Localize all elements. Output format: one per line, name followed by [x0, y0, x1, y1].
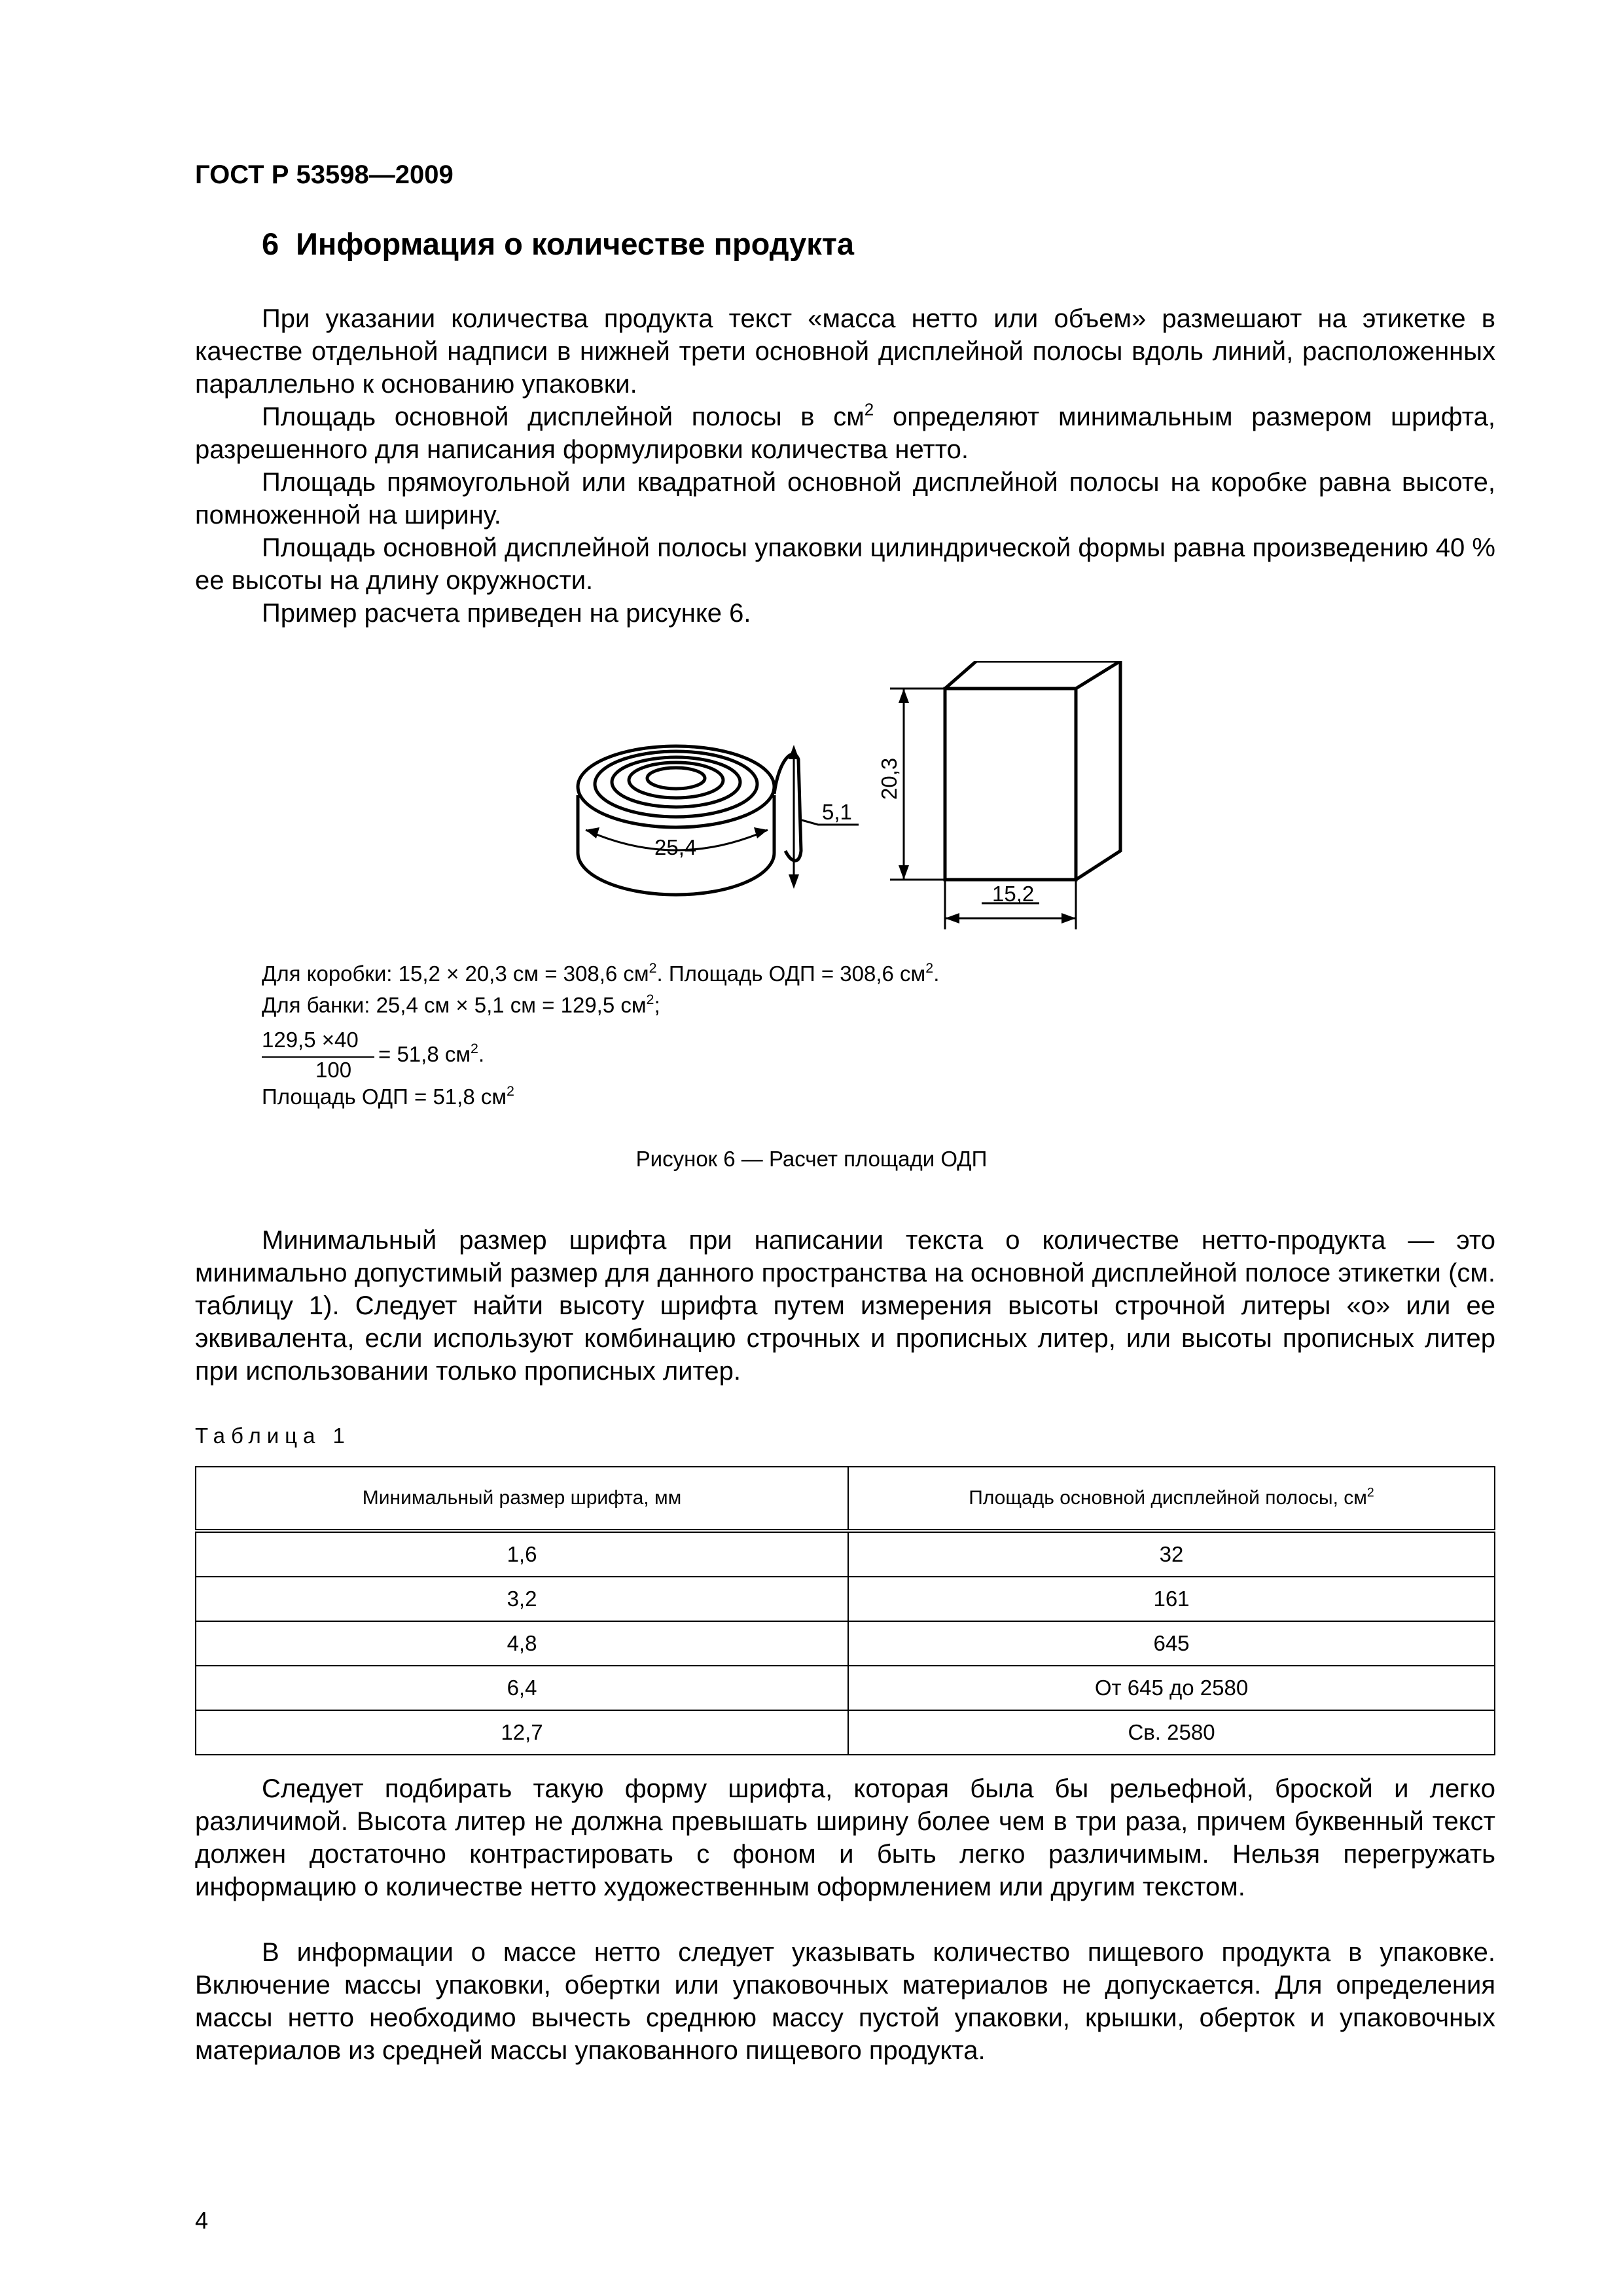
font-size-table [195, 1466, 1495, 1755]
can-drawing [578, 746, 859, 895]
table-cell-font-size: 12,7 [196, 1710, 848, 1755]
table-row [196, 1710, 1495, 1755]
table-cell-area: От 645 до 2580 [848, 1666, 1495, 1710]
paragraph-1: При указании количества продукта текст «масса нетто или объем» размешают на этикетке в качестве отдельной надписи в нижней трети основной дисплейной полосы вдоль линий, расположенных параллельно к основанию упаковки. [195, 304, 1495, 399]
table-row [196, 1621, 1495, 1666]
paragraph-4: Площадь основной дисплейной полосы упаковки цилиндрической формы равна произведению 40 % ее высоты на длину окружности. [195, 533, 1495, 595]
page-number: 4 [195, 2207, 209, 2234]
table-cell-area: 161 [848, 1577, 1495, 1621]
calc-box: Для коробки: 15,2 × 20,3 см = 308,6 $см^2$. Площадь ОДП = 308,6 $см^2$. [262, 960, 940, 986]
fraction-result: = 51,8 $см^2$. [378, 1041, 485, 1066]
table-cell-area: 32 [848, 1531, 1495, 1577]
calc-can: Для банки: 25,4 см × 5,1 см = 129,5 $см^2$; [262, 992, 660, 1017]
can-height-label: 5,1 [822, 800, 852, 824]
figure-can-and-box [0, 661, 1623, 936]
figure-caption: Рисунок 6 — Расчет площади ОДП [635, 1147, 988, 1171]
table-row [196, 1531, 1495, 1577]
table-header-area: Площадь основной дисплейной полосы, $см^2$ [848, 1467, 1495, 1531]
fraction-denominator: 100 [315, 1058, 352, 1082]
table-caption: Таблица 1 [195, 1424, 351, 1448]
document-standard-header: ГОСТ Р 53598—2009 [195, 160, 454, 189]
paragraph-end-1: Следует подбирать такую форму шрифта, которая была бы рельефной, броской и легко различимой. Высота литер не должна превышать ширину более чем в три раза, причем буквенный текст должен достаточно контрастировать с фоном и быть легко различимым. Нельзя перегружать информацию о количестве нетто художественным оформлением или другим текстом. [195, 1774, 1495, 1901]
paragraph-end-2: В информации о массе нетто следует указывать количество пищевого продукта в упаковке. Включение массы упаковки, обертки или упаковочных материалов не допускается. Для определения массы нетто необходимо вычесть среднюю массу пустой упаковки, крышки, оберток и упаковочных материалов из средней массы упакованного пищевого продукта. [195, 1938, 1495, 2065]
paragraph-3: Площадь прямоугольной или квадратной основной дисплейной полосы на коробке равна высоте, помноженной на ширину. [195, 468, 1495, 529]
table-cell-area: 645 [848, 1621, 1495, 1666]
table-cell-font-size: 3,2 [196, 1577, 848, 1621]
table-row [196, 1666, 1495, 1710]
fraction-numerator: 129,5 ×40 [262, 1028, 359, 1052]
table-row [196, 1577, 1495, 1621]
paragraph-after-figure: Минимальный размер шрифта при написании текста о количестве нетто-продукта — это минимально допустимый размер для данного пространства на основной дисплейной полосе этикетки (см. таблицу 1). Следует найти высоту шрифта путем измерения высоты строчной литеры «о» или ее эквивалента, если используют комбинацию строчных и прописных литер, или высоты прописных литер при использовании только прописных литер. [195, 1226, 1495, 1386]
section-heading [262, 226, 854, 262]
section-title: Информация о количестве продукта [296, 226, 854, 261]
box-width-label: 15,2 [992, 882, 1035, 906]
calc-area: Площадь ОДП = 51,8 $см^2$ [262, 1083, 514, 1109]
table-header-row [196, 1467, 1495, 1531]
table-cell-font-size: 6,4 [196, 1666, 848, 1710]
table-cell-font-size: 4,8 [196, 1621, 848, 1666]
paragraph-2: Площадь основной дисплейной полосы в $см^2$ определяют минимальным размером шрифта, разрешенного для написания формулировки количества нетто. [195, 399, 1496, 464]
can-circumference-label: 25,4 [654, 835, 697, 859]
box-height-label: 20,3 [877, 757, 901, 800]
paragraph-5: Пример расчета приведен на рисунке 6. [262, 599, 751, 628]
section-number: 6 [262, 226, 279, 261]
table-header-font-size: Минимальный размер шрифта, мм [196, 1467, 848, 1531]
table-cell-area: Св. 2580 [848, 1710, 1495, 1755]
table-cell-font-size: 1,6 [196, 1531, 848, 1577]
